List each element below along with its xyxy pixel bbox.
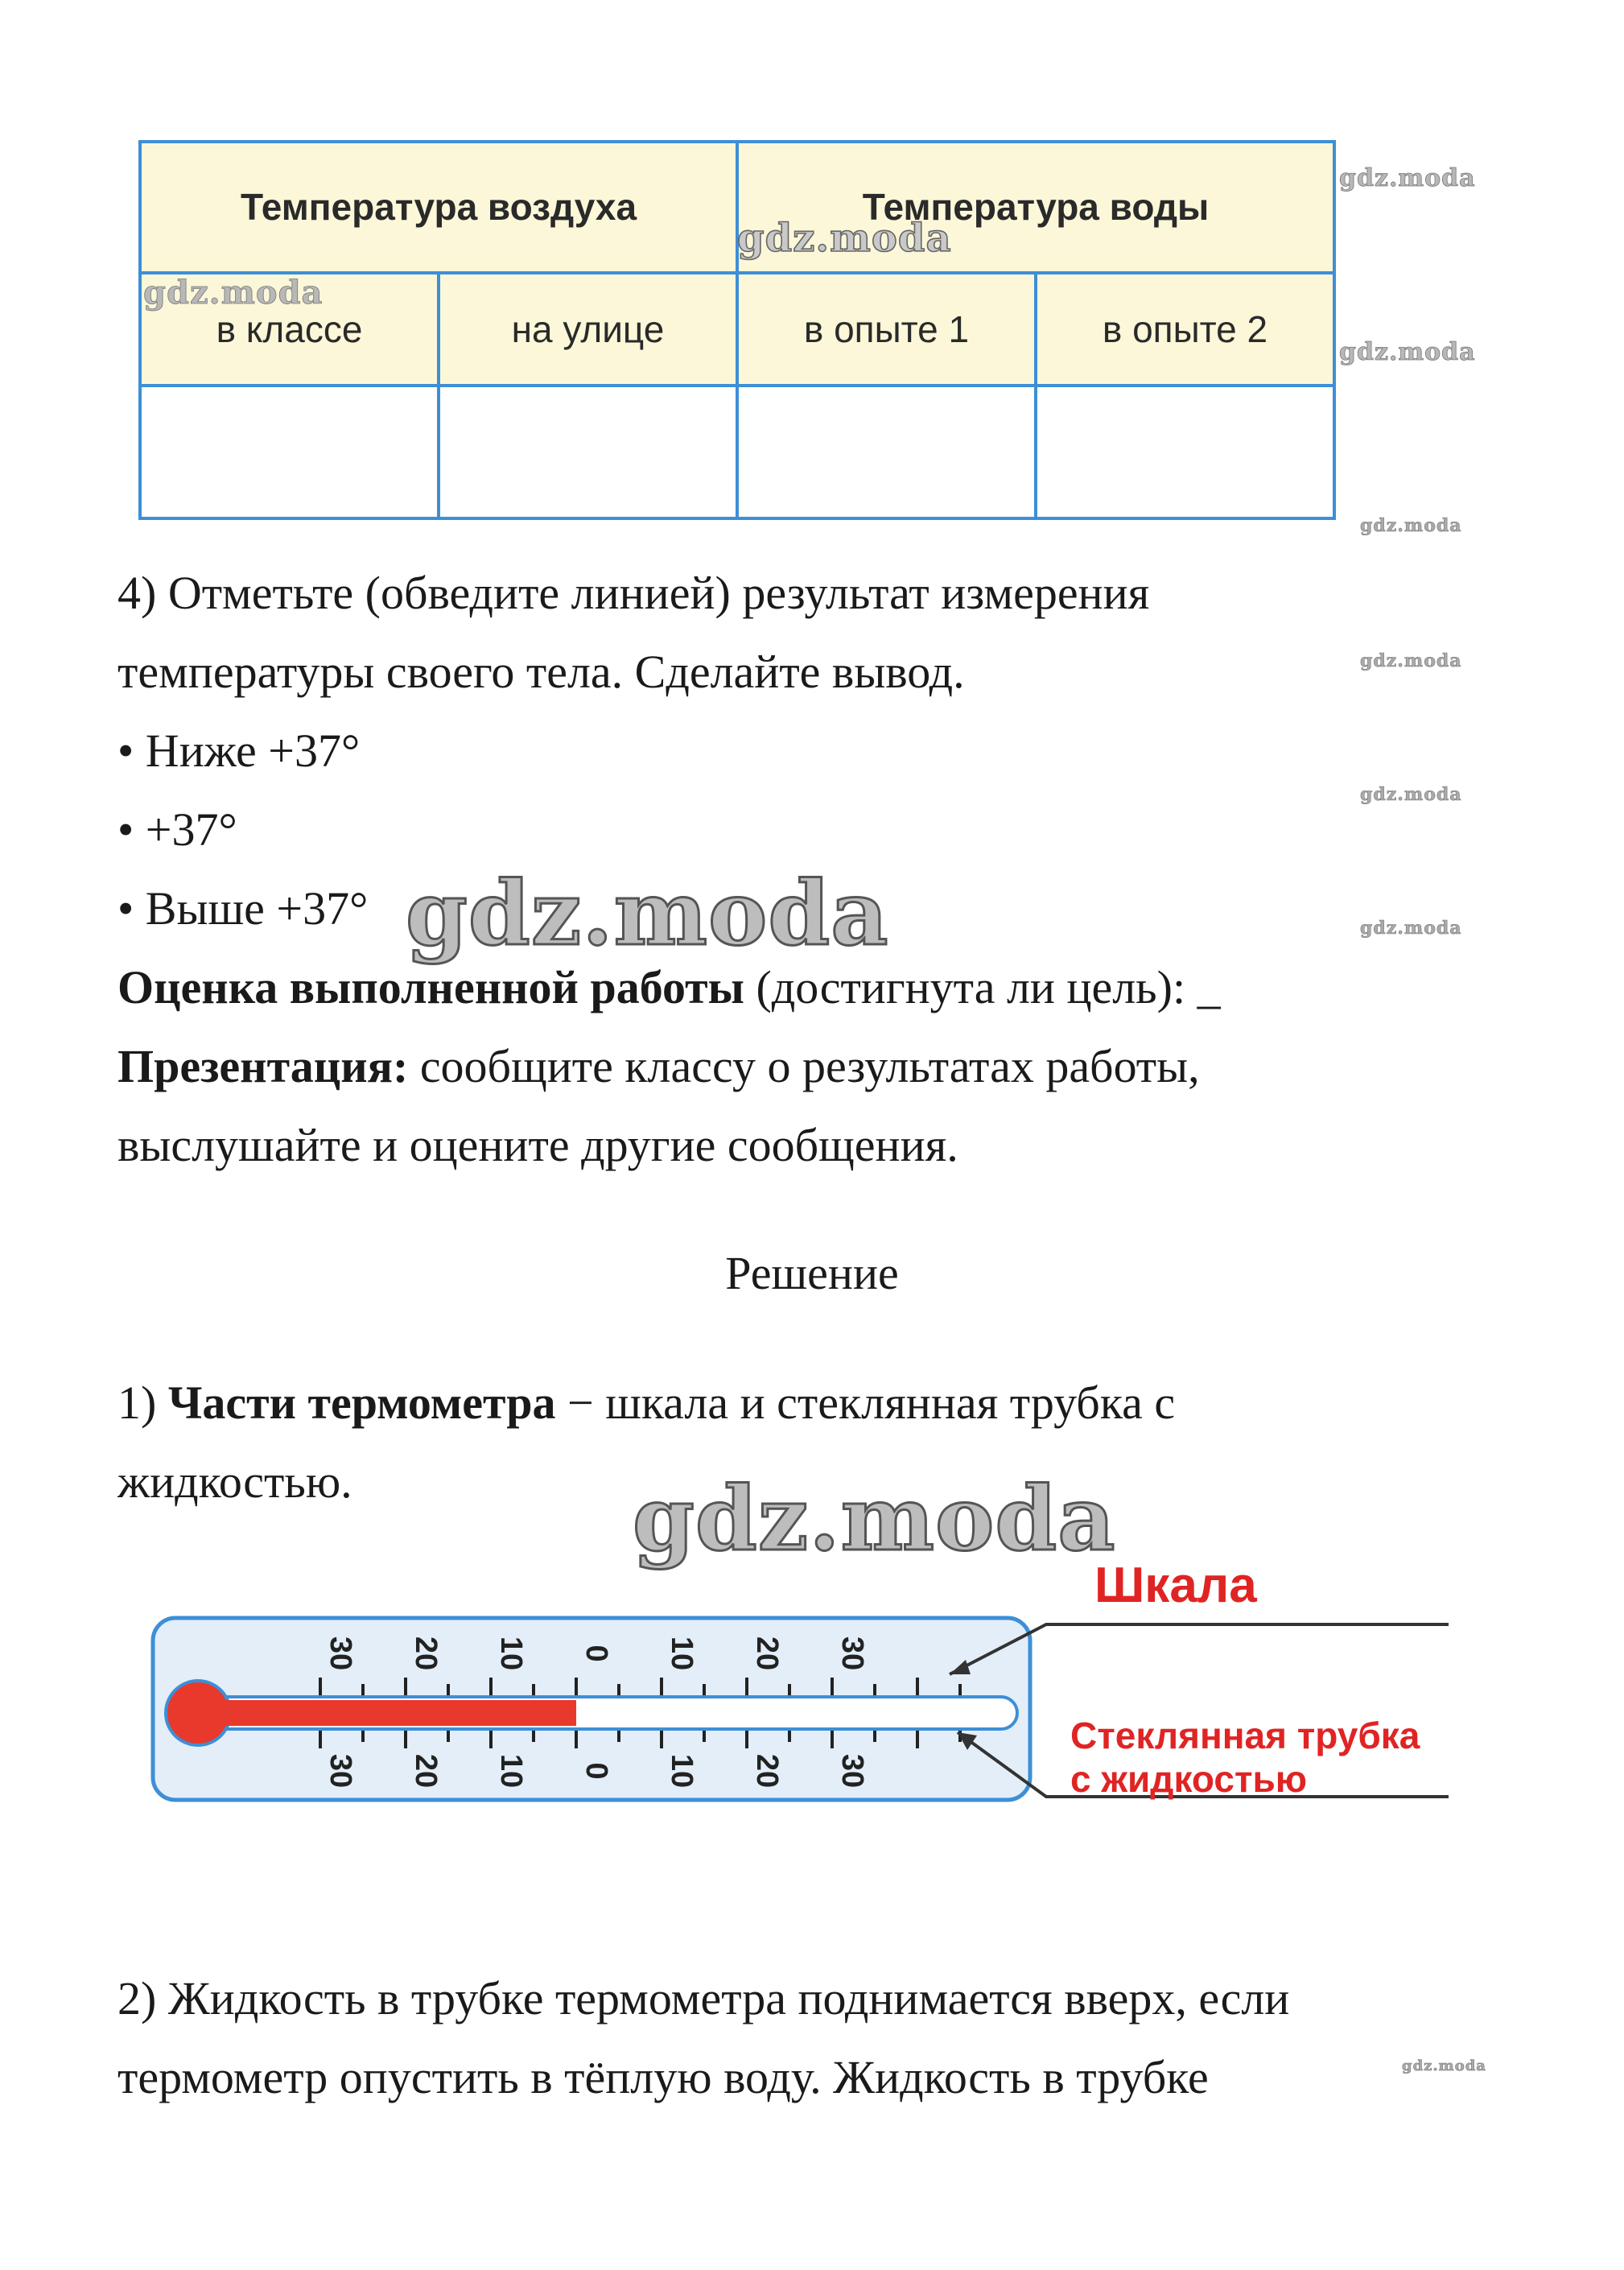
evaluation-label: Оценка выполненной работы [117,961,744,1013]
col-in-class: в классе [140,273,439,386]
watermark: gdz.moda [1360,650,1462,671]
label-tube-2: с жидкостью [1070,1758,1308,1800]
header-air-temperature: Температура воздуха [140,142,737,273]
scale-label: 20 [409,1636,443,1671]
scale-label: 30 [324,1636,357,1671]
p1-prefix: 1) [117,1376,168,1429]
scale-label: 30 [324,1753,357,1789]
scale-label: 10 [494,1753,528,1789]
scale-label: 10 [665,1636,699,1671]
option-below-37[interactable]: • Ниже +37° [117,724,361,777]
value-experiment-2[interactable] [1036,386,1334,518]
label-tube-1: Стеклянная трубка [1070,1715,1420,1756]
p1-rest: − шкала и стеклянная трубка с [555,1376,1176,1429]
watermark: gdz.moda [1339,338,1476,366]
watermark: gdz.moda [1360,918,1462,939]
header-water-temperature: Температура воды [737,142,1334,273]
task4-line1: 4) Отметьте (обведите линией) результат измерения [117,567,1150,619]
value-outside[interactable] [439,386,737,518]
solution-heading: Решение [725,1247,899,1299]
presentation-line2: выслушайте и оцените другие сообщения. [117,1119,958,1171]
scale-label: 20 [750,1753,784,1789]
scale-label: 30 [835,1636,869,1671]
watermark: gdz.moda [1360,515,1462,536]
watermark: gdz.moda [1402,2057,1486,2074]
scale-label: 30 [835,1753,869,1789]
scale-label: 10 [665,1753,699,1789]
option-37[interactable]: • +37° [117,803,237,856]
value-experiment-1[interactable] [737,386,1036,518]
watermark-large: gdz.moda [406,861,889,965]
col-experiment-2: в опыте 2 [1036,273,1334,386]
evaluation-line [117,960,1221,1016]
option-above-37[interactable]: • Выше +37° [117,882,369,935]
col-outside: на улице [439,273,737,386]
presentation-label: Презентация: [117,1040,409,1092]
watermark: gdz.moda [737,216,952,261]
value-in-class[interactable] [140,386,439,518]
scale-label: 10 [494,1636,528,1671]
solution-p2-line2: термометр опустить в тёплую воду. Жидкость в трубке [117,2051,1209,2103]
presentation-text: сообщите классу о результатах работы, [408,1040,1200,1092]
watermark: gdz.moda [1339,164,1476,192]
evaluation-text: (достигнута ли цель): _ [744,961,1221,1013]
task4-line2: температуры своего тела. Сделайте вывод. [117,646,965,698]
presentation-line [117,1038,1200,1095]
scale-label: 20 [750,1636,784,1671]
solution-p2-line1: 2) Жидкость в трубке термометра поднимается вверх, если [117,1972,1290,2024]
label-scale: Шкала [1094,1558,1257,1613]
temperature-table [138,140,1336,520]
scale-label: 0 [579,1762,613,1780]
watermark-large: gdz.moda [633,1467,1116,1570]
liquid-column [198,1700,576,1726]
col-experiment-1: в опыте 1 [737,273,1036,386]
solution-p1-line2: жидкостью. [117,1455,352,1508]
watermark: gdz.moda [143,274,324,312]
scale-label: 20 [409,1753,443,1789]
p1-bold: Части термометра [167,1376,556,1429]
watermark: gdz.moda [1360,784,1462,805]
scale-label: 0 [579,1645,613,1662]
solution-p1-line1 [117,1375,1175,1431]
thermometer-figure [145,1554,1465,1827]
